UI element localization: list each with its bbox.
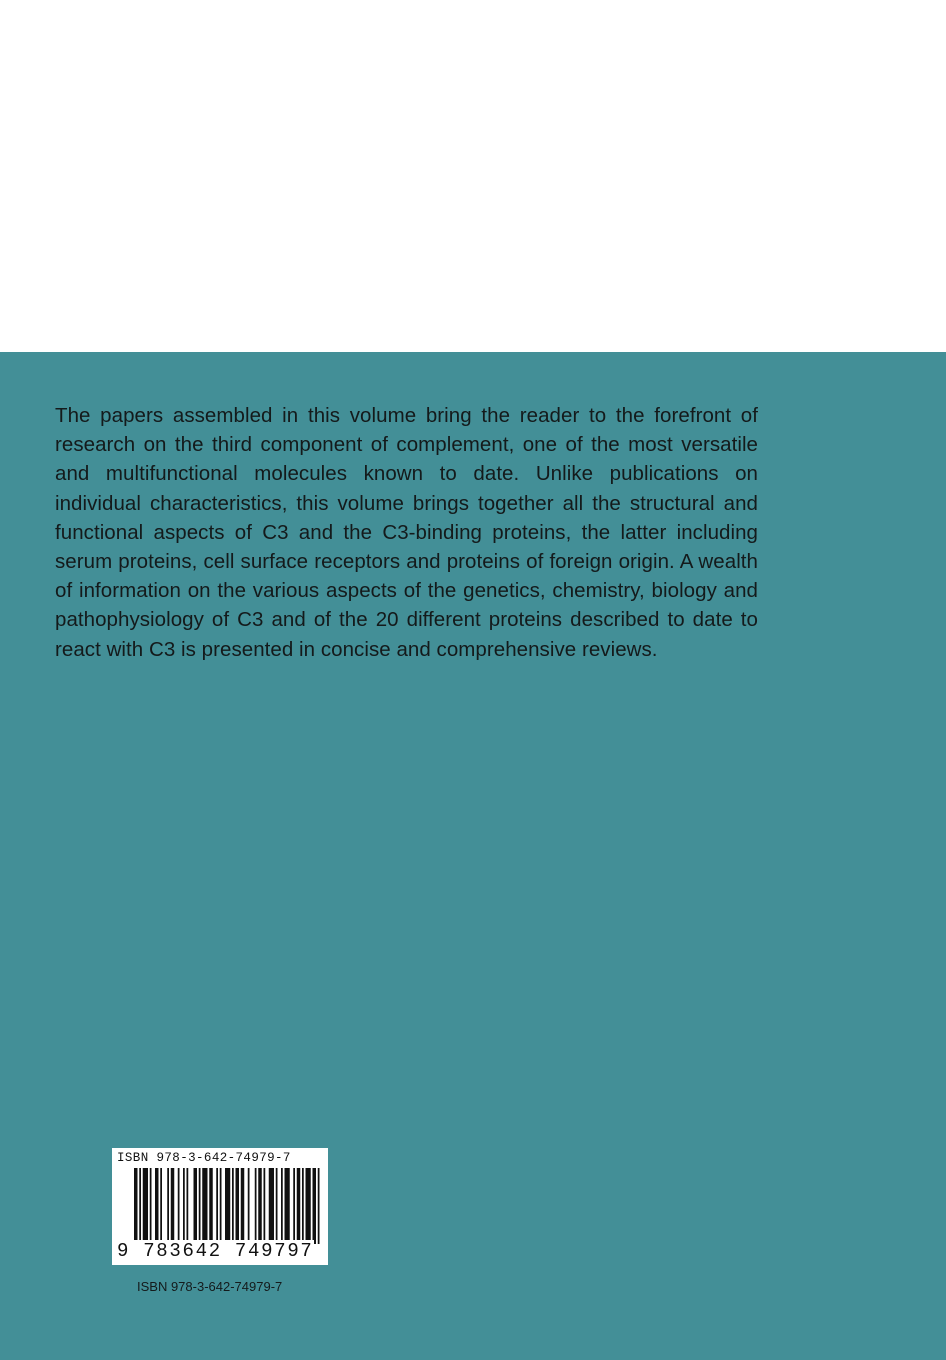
barcode-bar — [199, 1168, 201, 1244]
barcode-bar — [178, 1168, 180, 1244]
barcode-bar — [258, 1168, 262, 1244]
barcode-bar — [187, 1168, 189, 1244]
barcode-bar — [269, 1168, 274, 1244]
cover-top-white-band — [0, 0, 946, 352]
barcode-bar — [281, 1168, 283, 1244]
barcode-bar — [183, 1168, 185, 1244]
barcode-bar — [276, 1168, 278, 1244]
barcode-bar — [285, 1168, 290, 1244]
barcode-bar — [171, 1168, 175, 1244]
barcode-bar — [160, 1168, 162, 1244]
barcode-bar — [202, 1168, 207, 1244]
barcode-bar — [216, 1168, 218, 1244]
barcode-bar — [236, 1168, 240, 1244]
barcode-bar — [264, 1168, 266, 1244]
isbn-caption: ISBN 978-3-642-74979-7 — [137, 1279, 283, 1294]
back-cover-blurb: The papers assembled in this volume bring the reader to the forefront of research on the third component of complement, one of the most versatile and multifunctional molecules known to date. Unlike publications on individual characteristics, this volume brings together all the structural and functional aspects of C3 and the C3-binding proteins, the latter including serum proteins, cell surface receptors and proteins of foreign origin. A wealth of information on the various aspects of the genetics, chemistry, biology and pathophysiology of C3 and of the 20 different proteins described to date to react with C3 is presented in concise and comprehensive reviews. — [55, 404, 758, 661]
barcode-bar — [313, 1168, 317, 1244]
barcode-bar — [225, 1168, 230, 1244]
barcode-bar — [232, 1168, 234, 1244]
barcode-bar — [293, 1168, 295, 1244]
barcode-bar — [167, 1168, 169, 1244]
barcode-bar — [248, 1168, 250, 1244]
barcode-bar — [155, 1168, 159, 1244]
barcode-bar — [134, 1168, 138, 1244]
barcode — [112, 1148, 328, 1265]
barcode-bar — [302, 1168, 304, 1244]
barcode-bar — [150, 1168, 152, 1244]
barcode-bar — [306, 1168, 311, 1244]
barcode-bar — [255, 1168, 257, 1244]
barcode-bar — [143, 1168, 148, 1244]
barcode-bars — [112, 1168, 328, 1244]
barcode-bar — [297, 1168, 301, 1244]
barcode-bar — [220, 1168, 222, 1244]
barcode-bar — [209, 1168, 213, 1244]
barcode-isbn-label: ISBN 978-3-642-74979-7 — [117, 1151, 291, 1165]
barcode-digits: 9 783642 749797 — [117, 1240, 314, 1262]
barcode-bar — [194, 1168, 198, 1244]
barcode-bar — [139, 1168, 141, 1244]
barcode-bar — [241, 1168, 245, 1244]
barcode-bar — [318, 1168, 320, 1244]
